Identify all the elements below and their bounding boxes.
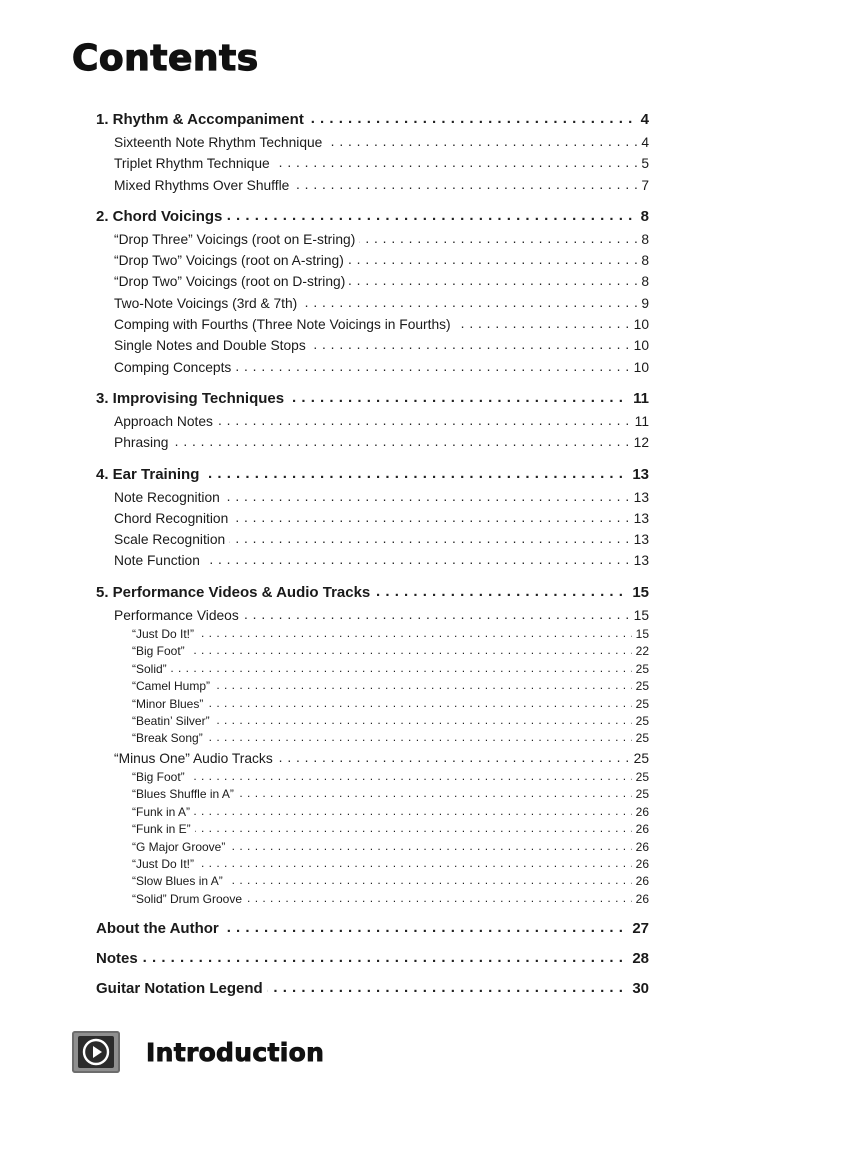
toc-entry[interactable]: 3. Improvising Techniques 11 . . . [96,389,649,408]
toc-entry[interactable]: Chord Recognition 13 . . . [114,508,649,529]
toc-section-legend [96,979,649,998]
toc-entry[interactable]: “Drop Three” Voicings (root on E-string) 8 . . . [114,229,649,250]
toc-section-3 [96,389,649,454]
toc-entry[interactable]: Triplet Rhythm Technique 5 . . . [114,153,649,174]
toc-entry[interactable]: “Beatin’ Silver” 25 . . . [132,713,649,730]
toc-section-1 [96,110,649,196]
toc-entry[interactable]: Comping with Fourths (Three Note Voicings in Fourths) 10 . . . [114,314,649,335]
toc-entry[interactable]: About the Author 27 . . . [96,919,649,938]
toc-entry[interactable]: Guitar Notation Legend 30 . . . [96,979,649,998]
toc-entry[interactable]: “Slow Blues in A” 26 . . . [132,873,649,890]
toc-entry[interactable]: Performance Videos 15 . . . [114,605,649,626]
table-of-contents [96,110,649,1009]
play-circle-icon [72,1031,120,1073]
toc-entry[interactable]: “Solid” 25 . . . [132,661,649,678]
toc-entry[interactable]: Comping Concepts 10 . . . [114,357,649,378]
toc-entry[interactable]: “Just Do It!” 15 . . . [132,626,649,643]
toc-entry[interactable]: “Drop Two” Voicings (root on A-string) 8 . . . [114,250,649,271]
toc-entry[interactable]: Two-Note Voicings (3rd & 7th) 9 . . . [114,293,649,314]
toc-entry[interactable]: “Big Foot” 22 . . . [132,643,649,660]
toc-section-4 [96,465,649,572]
introduction-heading [72,1030,324,1074]
toc-entry[interactable]: 1. Rhythm & Accompaniment 4 . . . [96,110,649,129]
toc-entry[interactable]: “Minus One” Audio Tracks 25 . . . [114,748,649,769]
toc-entry[interactable]: “Just Do It!” 26 . . . [132,856,649,873]
toc-entry[interactable]: Sixteenth Note Rhythm Technique 4 . . . [114,132,649,153]
page-title: Contents [72,38,259,79]
toc-entry[interactable]: Notes 28 . . . [96,949,649,968]
toc-entry[interactable]: Approach Notes 11 . . . [114,411,649,432]
toc-entry[interactable]: “Big Foot” 25 . . . [132,769,649,786]
toc-entry[interactable]: 4. Ear Training 13 . . . [96,465,649,484]
toc-entry[interactable]: Scale Recognition 13 . . . [114,529,649,550]
toc-section-about [96,919,649,938]
toc-entry[interactable]: “Minor Blues” 25 . . . [132,696,649,713]
toc-entry[interactable]: “G Major Groove” 26 . . . [132,839,649,856]
toc-entry[interactable]: “Funk in A” 26 . . . [132,804,649,821]
toc-section-2 [96,207,649,378]
toc-entry[interactable]: “Funk in E” 26 . . . [132,821,649,838]
toc-entry[interactable]: Note Recognition 13 . . . [114,487,649,508]
toc-entry[interactable]: “Break Song” 25 . . . [132,730,649,747]
toc-entry[interactable]: “Drop Two” Voicings (root on D-string) 8 . . . [114,271,649,292]
toc-entry[interactable]: “Blues Shuffle in A” 25 . . . [132,786,649,803]
toc-entry[interactable]: Mixed Rhythms Over Shuffle 7 . . . [114,175,649,196]
toc-entry[interactable]: Single Notes and Double Stops 10 . . . [114,335,649,356]
section-title: Introduction [146,1037,325,1067]
toc-entry[interactable]: Note Function 13 . . . [114,550,649,571]
toc-entry[interactable]: “Camel Hump” 25 . . . [132,678,649,695]
toc-section-notes [96,949,649,968]
toc-entry[interactable]: “Solid” Drum Groove 26 . . . [132,891,649,908]
toc-entry[interactable]: 2. Chord Voicings 8 . . . [96,207,649,226]
toc-entry[interactable]: 5. Performance Videos & Audio Tracks 15 . . . [96,583,649,602]
toc-entry[interactable]: Phrasing 12 . . . [114,432,649,453]
toc-section-5 [96,583,649,908]
